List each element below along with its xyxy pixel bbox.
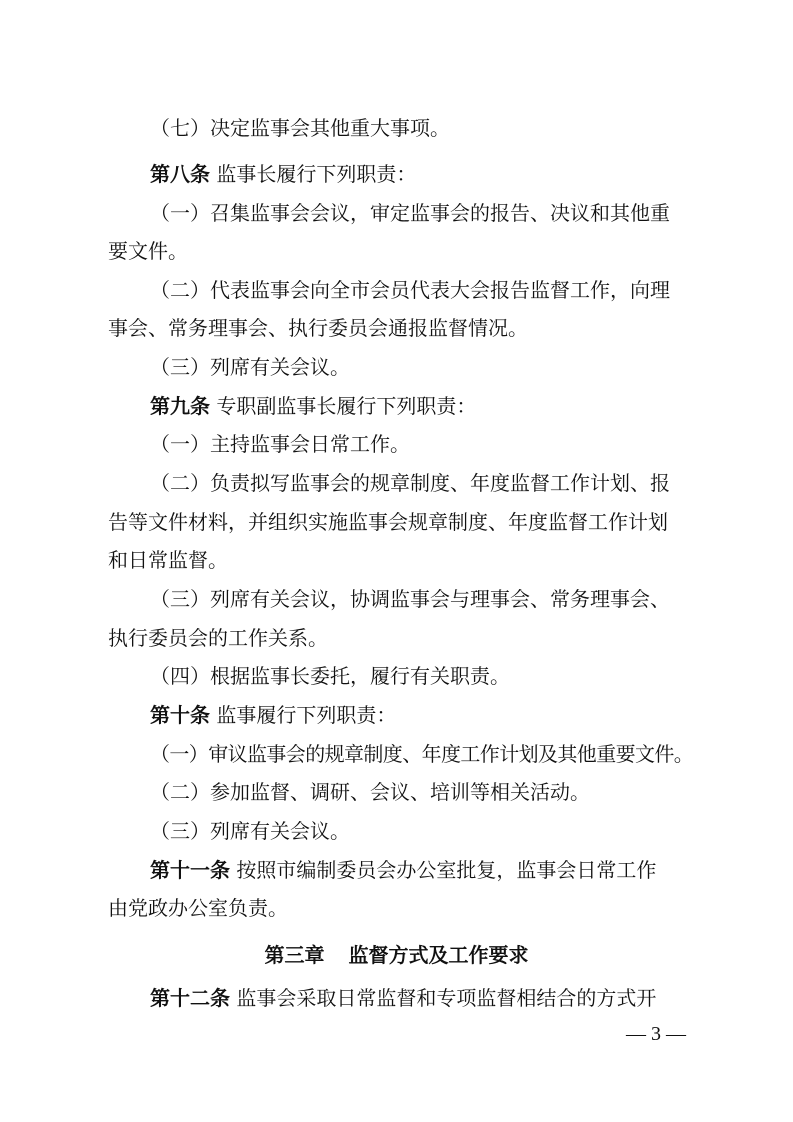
article-9-label: 第九条 [150, 394, 210, 418]
article-10-item-2: （二）参加监督、调研、会议、培训等相关活动。 [150, 780, 590, 804]
article-11-line-1 [0, 858, 793, 882]
article-9-item-2-line-3: 和日常监督。 [108, 548, 228, 572]
article-8-item-3: （三）列席有关会议。 [150, 355, 350, 379]
article-10-item-1: （一）审议监事会的规章制度、年度工作计划及其他重要文件。 [150, 742, 694, 766]
page-number: — 3 — [626, 1023, 686, 1045]
article-8-text: 监事长履行下列职责： [216, 162, 417, 186]
article-9-item-4: （四）根据监事长委托，履行有关职责。 [150, 664, 510, 688]
article-11-label: 第十一条 [150, 858, 230, 882]
article-9-item-2-line-1: （二）负责拟写监事会的规章制度、年度监督工作计划、报 [150, 471, 670, 495]
article-9-item-2-line-2: 告等文件材料，并组织实施监事会规章制度、年度监督工作计划 [108, 510, 668, 534]
article-11-line-2: 由党政办公室负责。 [108, 896, 288, 920]
article-8-item-1-line-2: 要文件。 [108, 239, 188, 263]
article-8-item-2-line-1: （二）代表监事会向全市会员代表大会报告监督工作，向理 [150, 278, 670, 302]
article-9-item-1: （一）主持监事会日常工作。 [150, 432, 410, 456]
chapter-heading [0, 943, 793, 967]
article-10-text: 监事履行下列职责： [216, 703, 397, 727]
article-11-text: 按照市编制委员会办公室批复，监事会日常工作 [236, 858, 657, 882]
article-9-item-3-line-1: （三）列席有关会议，协调监事会与理事会、常务理事会、 [150, 587, 670, 611]
article-12-text: 监事会采取日常监督和专项监督相结合的方式开 [236, 986, 657, 1010]
article-10 [0, 703, 793, 727]
article-12-label: 第十二条 [150, 986, 230, 1010]
article-9-item-3-line-2: 执行委员会的工作关系。 [108, 626, 328, 650]
article-8-label: 第八条 [150, 162, 210, 186]
article-8-item-1-line-1: （一）召集监事会会议，审定监事会的报告、决议和其他重 [150, 201, 670, 225]
article-9 [0, 394, 793, 418]
article-8 [0, 162, 793, 186]
article-8-item-2-line-2: 事会、常务理事会、执行委员会通报监督情况。 [108, 316, 528, 340]
chapter-number: 第三章 [264, 943, 325, 967]
article-10-item-3: （三）列席有关会议。 [150, 819, 350, 843]
item-7-decide-matters: （七）决定监事会其他重大事项。 [150, 116, 450, 140]
article-10-label: 第十条 [150, 703, 210, 727]
article-12 [0, 986, 793, 1010]
chapter-title: 监督方式及工作要求 [348, 943, 529, 967]
article-9-text: 专职副监事长履行下列职责： [216, 394, 477, 418]
